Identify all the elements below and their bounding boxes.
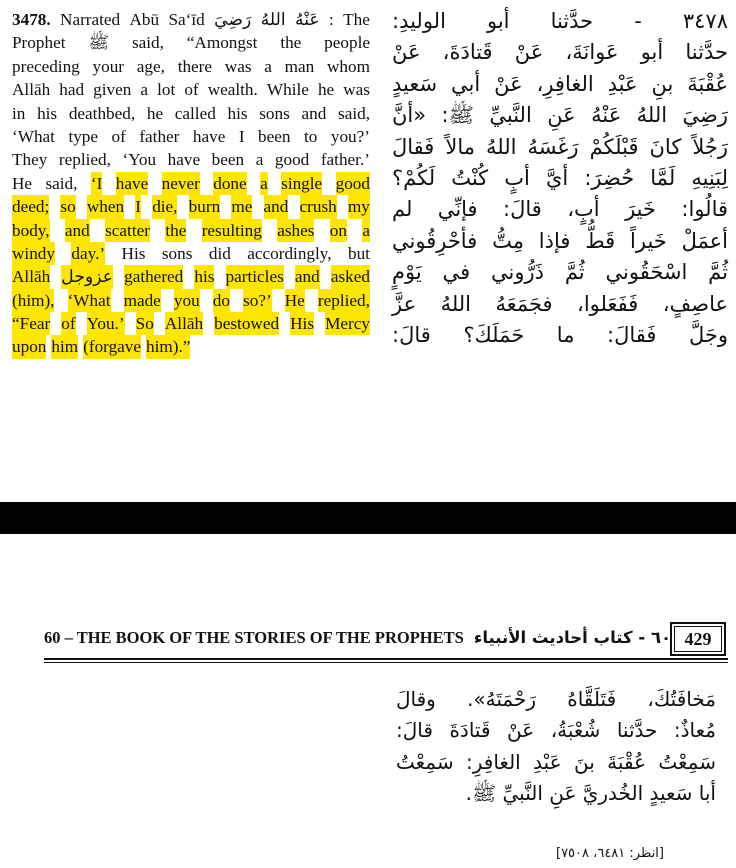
english-line: [12, 219, 370, 242]
english-word: called: [174, 103, 216, 123]
english-word: my: [348, 195, 370, 218]
english-word: his: [194, 265, 214, 288]
english-word: Allāh: [12, 80, 51, 100]
english-word: sons: [259, 103, 290, 123]
english-word: done: [213, 172, 246, 195]
arabic-line: ثُمَّ اسْحَقُوني ثُمَّ ذَرُّوني في يَوْمٍ: [392, 260, 728, 285]
english-word: His: [290, 312, 314, 335]
english-word: lot: [157, 80, 176, 100]
english-word: They: [12, 150, 48, 170]
footnote-refs: ٦٤٨١، ٧٥٠٨]: [556, 846, 626, 861]
english-word: a: [260, 172, 268, 195]
english-word: have: [192, 126, 226, 146]
english-word: (him),: [12, 289, 54, 312]
chapter-title-english: 60 – THE BOOK OF THE STORIES OF THE PROPHETS: [44, 628, 464, 647]
arabic-line: مَخافَتُكَ، فَتَلَقَّاهُ رَحْمَتَهُ». وقالَ: [396, 687, 716, 711]
english-line: [12, 289, 370, 312]
english-word: wealth.: [207, 80, 258, 100]
english-word: on: [330, 219, 347, 242]
english-word: the: [280, 33, 302, 53]
arabic-text-column: [392, 6, 728, 351]
english-word: good: [274, 150, 310, 170]
english-word: do: [213, 289, 230, 312]
english-word: particles: [226, 265, 284, 288]
english-word: body,: [12, 219, 50, 242]
english-word: deathbed,: [68, 103, 136, 123]
english-word: and: [301, 103, 327, 123]
english-word: Sa‘īd: [168, 10, 205, 29]
english-word: have: [116, 172, 148, 195]
english-word: Mercy: [325, 312, 370, 335]
cross-reference-footnote: [556, 846, 664, 861]
english-word: had: [59, 80, 85, 100]
english-word: Allāh: [165, 312, 203, 335]
english-word: scatter: [105, 219, 150, 242]
chapter-title: [44, 628, 671, 648]
english-word: in: [12, 103, 26, 123]
english-line: [12, 195, 370, 218]
english-word: and: [65, 219, 90, 242]
english-word: replied,: [318, 289, 370, 312]
english-word: “Fear: [12, 312, 50, 335]
english-word: but: [347, 243, 370, 263]
english-word: He: [285, 289, 305, 312]
english-word: of: [184, 80, 199, 100]
english-word: him: [51, 335, 78, 358]
english-word: of: [111, 126, 126, 146]
page-number-box: [670, 622, 726, 656]
english-word: :: [329, 10, 334, 29]
english-word: You.’: [87, 312, 125, 335]
english-line: [12, 265, 370, 288]
english-word: given: [93, 80, 132, 100]
english-word: been: [211, 150, 245, 170]
english-word: So: [136, 312, 154, 335]
english-word: Narrated: [60, 10, 121, 29]
english-word: deed;: [12, 195, 49, 218]
arabic-line: ٣٤٧٨ - حدَّثنا أبو الوليدِ:: [392, 9, 728, 33]
english-word: die,: [152, 195, 177, 218]
english-word: Prophet: [12, 33, 66, 53]
english-word: his: [227, 103, 248, 123]
english-word: of: [61, 312, 75, 335]
english-word: father: [139, 126, 180, 146]
english-word: ‘What: [12, 126, 55, 146]
english-word: عَنْهُ: [295, 10, 320, 29]
english-word: been: [258, 126, 291, 146]
english-word: when: [87, 195, 124, 218]
english-word: so?’: [243, 289, 272, 312]
english-word: said,: [131, 33, 164, 53]
english-word: رَضِيَ: [214, 10, 252, 29]
english-word: gathered: [124, 265, 183, 288]
english-word: made: [124, 289, 161, 312]
english-word: a: [362, 219, 370, 242]
english-word: burn: [189, 195, 221, 218]
english-word: 3478.: [12, 10, 51, 29]
english-word: While: [266, 80, 309, 100]
english-word: to: [303, 126, 318, 146]
english-word: a: [264, 56, 272, 76]
english-line: [12, 55, 370, 78]
english-word: was: [343, 80, 370, 100]
english-word: age,: [136, 56, 165, 76]
footnote-label: [انظر:: [629, 846, 664, 861]
english-line: [12, 102, 370, 125]
running-header: [44, 620, 728, 658]
arabic-line: سَمِعْتُ عُقْبَةَ بنَ عَبْدِ الغافِرِ: سَمِعْتُ: [396, 749, 716, 774]
english-word: your: [92, 56, 125, 76]
arabic-line: رَجُلاً كانَ قَبْلَكُمْ رَغَسَهُ اللهُ مالاً فَقالَ: [392, 134, 728, 159]
arabic-line: عاصِفٍ، فَفَعَلوا، فجَمَعَهُ اللهُ عزَّ: [392, 291, 728, 316]
english-word: people: [324, 33, 370, 53]
english-word: resulting: [202, 219, 262, 242]
english-word: اللهُ: [260, 10, 286, 29]
english-word: The: [343, 10, 370, 29]
english-word: a: [140, 80, 149, 100]
arabic-line: مُعاذٌ: حدَّثنا شُعْبَةُ، عَنْ قَتادَةَ قالَ:: [396, 718, 716, 743]
english-word: type: [68, 126, 99, 146]
english-word: him).”: [146, 335, 190, 358]
english-word: you?’: [330, 126, 370, 146]
english-line: [12, 148, 370, 171]
english-word: bestowed: [214, 312, 279, 335]
english-word: I: [238, 126, 245, 146]
arabic-line: لِبَنِيهِ لَمَّا حُضِرَ: أيَّ أبٍ كُنْتُ لَكُمْ؟: [392, 165, 728, 190]
english-word: never: [162, 172, 200, 195]
english-line: [12, 31, 370, 54]
english-word: “Amongst: [186, 33, 258, 53]
english-word: so: [60, 195, 75, 218]
english-word: father.’: [320, 150, 370, 170]
english-line: [12, 125, 370, 148]
header-rule-thick: [44, 658, 728, 660]
arabic-line: وجَلَّ فَقالَ: ما حَمَلَكَ؟ قالَ:: [392, 322, 728, 347]
english-word: Abū: [129, 10, 160, 29]
english-word: he: [146, 103, 164, 123]
english-word: said,: [338, 103, 370, 123]
english-word: and: [264, 195, 289, 218]
english-line: [12, 242, 370, 265]
english-word: ashes: [277, 219, 314, 242]
arabic-text-continuation: [396, 684, 716, 810]
header-rule-thin: [44, 662, 728, 663]
arabic-line: أبا سَعيدٍ الخُدريَّ عَنِ النَّبيِّ ﷺ.: [465, 781, 716, 806]
english-word: upon: [12, 335, 46, 358]
english-word: he: [317, 80, 335, 100]
english-word: ‘You: [122, 150, 157, 170]
english-word: day.’: [71, 242, 105, 265]
english-word: there: [177, 56, 213, 76]
english-word: said,: [45, 173, 78, 193]
arabic-line: رَضِيَ اللهُ عَنْهُ عَنِ النَّبيِّ ﷺ: «أنَّ: [392, 103, 728, 128]
english-word: sons: [161, 243, 193, 263]
english-word: ‘I: [91, 172, 102, 195]
arabic-line: أعمَلْ خَيراً قَطُّ فإذا مِتُّ فأحْرِقُوني: [392, 228, 728, 253]
english-word: accordingly,: [247, 243, 332, 263]
english-word: whom: [327, 56, 370, 76]
english-word: and: [295, 265, 320, 288]
chapter-title-arabic: ٦٠ - كتاب أحاديث الأنبياء: [473, 628, 672, 647]
english-line: [12, 8, 370, 31]
english-word: you: [174, 289, 200, 312]
arabic-line: قالُوا: خَيرَ أبٍ، قالَ: فإنِّي لم: [392, 197, 728, 222]
english-word: Allāh: [12, 265, 50, 288]
english-line: [12, 335, 370, 358]
english-word: the: [165, 219, 186, 242]
page-separator-band: [0, 502, 736, 534]
english-word: windy: [12, 242, 55, 265]
english-word: crush: [300, 195, 337, 218]
english-word: man: [284, 56, 315, 76]
english-word: his: [37, 103, 58, 123]
english-word: did: [208, 243, 231, 263]
english-word: have: [167, 150, 201, 170]
english-word: replied,: [58, 150, 111, 170]
english-word: ‘What: [68, 289, 111, 312]
english-word: He: [12, 173, 33, 193]
english-word: His: [121, 243, 146, 263]
page-number: 429: [684, 628, 712, 649]
english-word: ﷺ: [88, 33, 110, 53]
english-word: a: [255, 150, 264, 170]
english-word: single: [281, 172, 322, 195]
english-word: good: [336, 172, 370, 195]
english-line: [12, 312, 370, 335]
english-word: preceding: [12, 56, 80, 76]
english-word: me: [231, 195, 252, 218]
english-word: was: [224, 56, 252, 76]
english-word: (forgave: [83, 335, 141, 358]
english-word: asked: [331, 265, 370, 288]
english-word: عزوجل: [61, 265, 113, 288]
arabic-line: حدَّثنا أبو عَوانَةَ، عَنْ قَتادَةَ، عَنْ: [392, 40, 728, 65]
english-line: [12, 78, 370, 101]
english-word: I: [135, 195, 141, 218]
english-line: [12, 172, 370, 195]
arabic-line: عُقْبَةَ بنِ عَبْدِ الغافِرِ، عَنْ أبي سَعيدٍ: [392, 71, 728, 96]
english-translation-column: [12, 8, 370, 359]
bottom-page-scan: [0, 534, 736, 868]
